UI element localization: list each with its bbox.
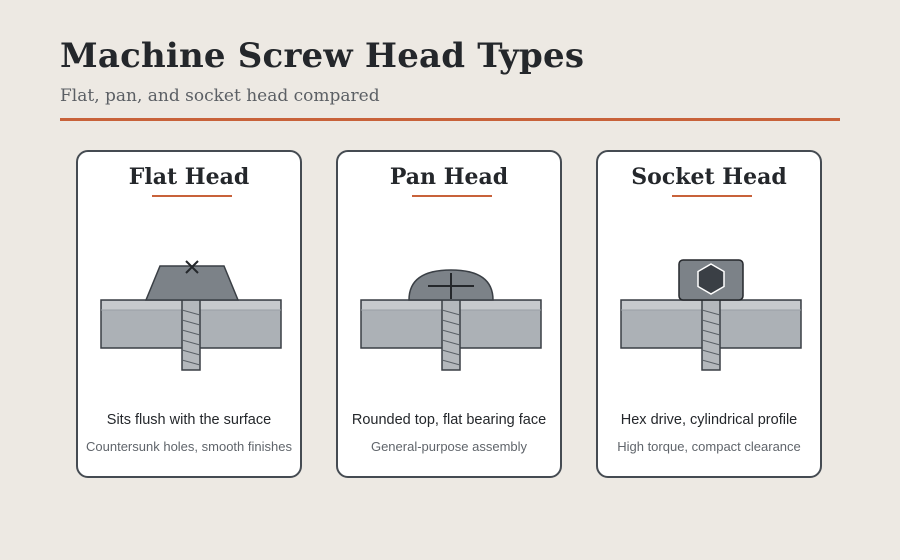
card-description: Hex drive, cylindrical profile (620, 412, 798, 428)
page-title: Machine Screw Head Types (60, 36, 585, 76)
card-description: Sits flush with the surface (106, 412, 272, 428)
card-title: Socket Head (631, 164, 787, 190)
card-use-case: General-purpose assembly (370, 439, 528, 454)
card-title: Pan Head (389, 164, 509, 190)
page-subtitle: Flat, pan, and socket head compared (60, 86, 380, 106)
card-description: Rounded top, flat bearing face (351, 412, 547, 428)
card-pan-head (336, 150, 562, 478)
card-socket-head (596, 150, 822, 478)
card-flat-head (76, 150, 302, 478)
card-use-case: Countersunk holes, smooth finishes (86, 439, 292, 454)
socket-head-screw-icon (598, 152, 824, 392)
title-divider (60, 118, 840, 121)
pan-head-screw-icon (338, 152, 564, 392)
flat-head-screw-icon (78, 152, 304, 392)
card-title: Flat Head (128, 164, 250, 190)
card-use-case: High torque, compact clearance (617, 439, 801, 454)
